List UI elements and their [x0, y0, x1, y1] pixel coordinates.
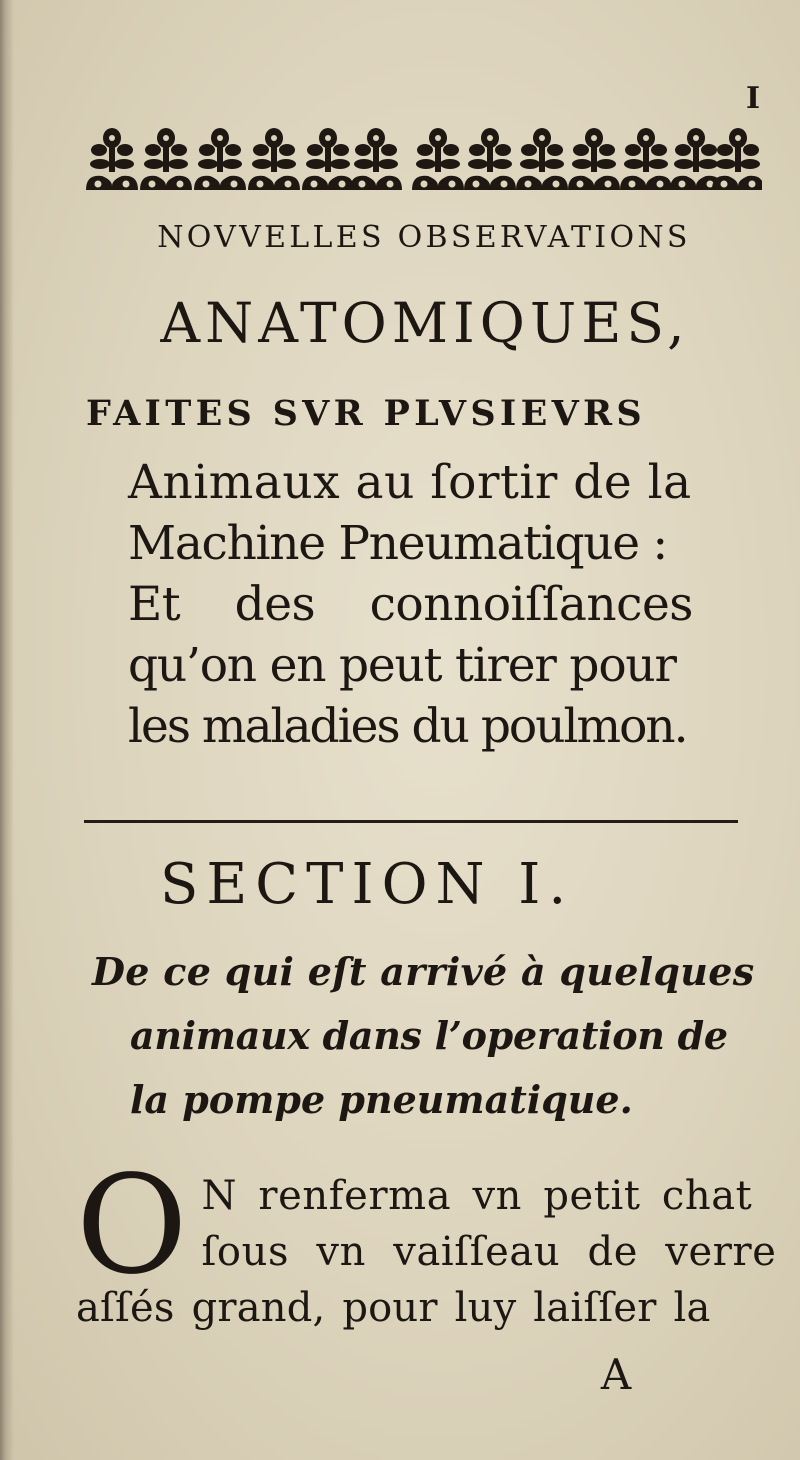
body-paragraph: [76, 1147, 777, 1336]
section-heading: SECTION I.: [160, 852, 575, 917]
floral-ornament-band: [86, 118, 762, 204]
page-number: I: [745, 81, 761, 116]
title-text-block: [128, 452, 768, 757]
title-line: les maladies du poulmon.: [128, 699, 687, 754]
section-subtitle-line: la pompe pneumatique.: [130, 1077, 633, 1122]
body-line: N renferma vn petit chat: [201, 1173, 753, 1219]
section-subtitle: [92, 940, 762, 1132]
body-line: aſſés grand, pour luy laiſſer la: [76, 1285, 711, 1331]
title-line: Animaux au ſortir de la: [128, 455, 692, 510]
title-line: qu’on en peut tirer pour: [128, 638, 676, 693]
section-subtitle-line: animaux dans l’operation de: [130, 1013, 728, 1058]
title-line: Machine Pneumatique :: [128, 516, 667, 571]
title-line: Et des connoiſſances: [128, 577, 693, 632]
signature-mark: A: [600, 1350, 632, 1399]
body-line: ſous vn vaiſſeau de verre: [201, 1229, 777, 1275]
drop-cap: O: [76, 1147, 188, 1305]
main-title: ANATOMIQUES,: [160, 291, 690, 355]
section-divider-rule: [84, 820, 738, 823]
subtitle-caps: FAITES SVR PLVSIEVRS: [86, 393, 646, 434]
page-gutter: [0, 0, 14, 1460]
running-title: NOVVELLES OBSERVATIONS: [157, 220, 691, 255]
section-subtitle-line: De ce qui eſt arrivé à quelques: [92, 949, 755, 994]
